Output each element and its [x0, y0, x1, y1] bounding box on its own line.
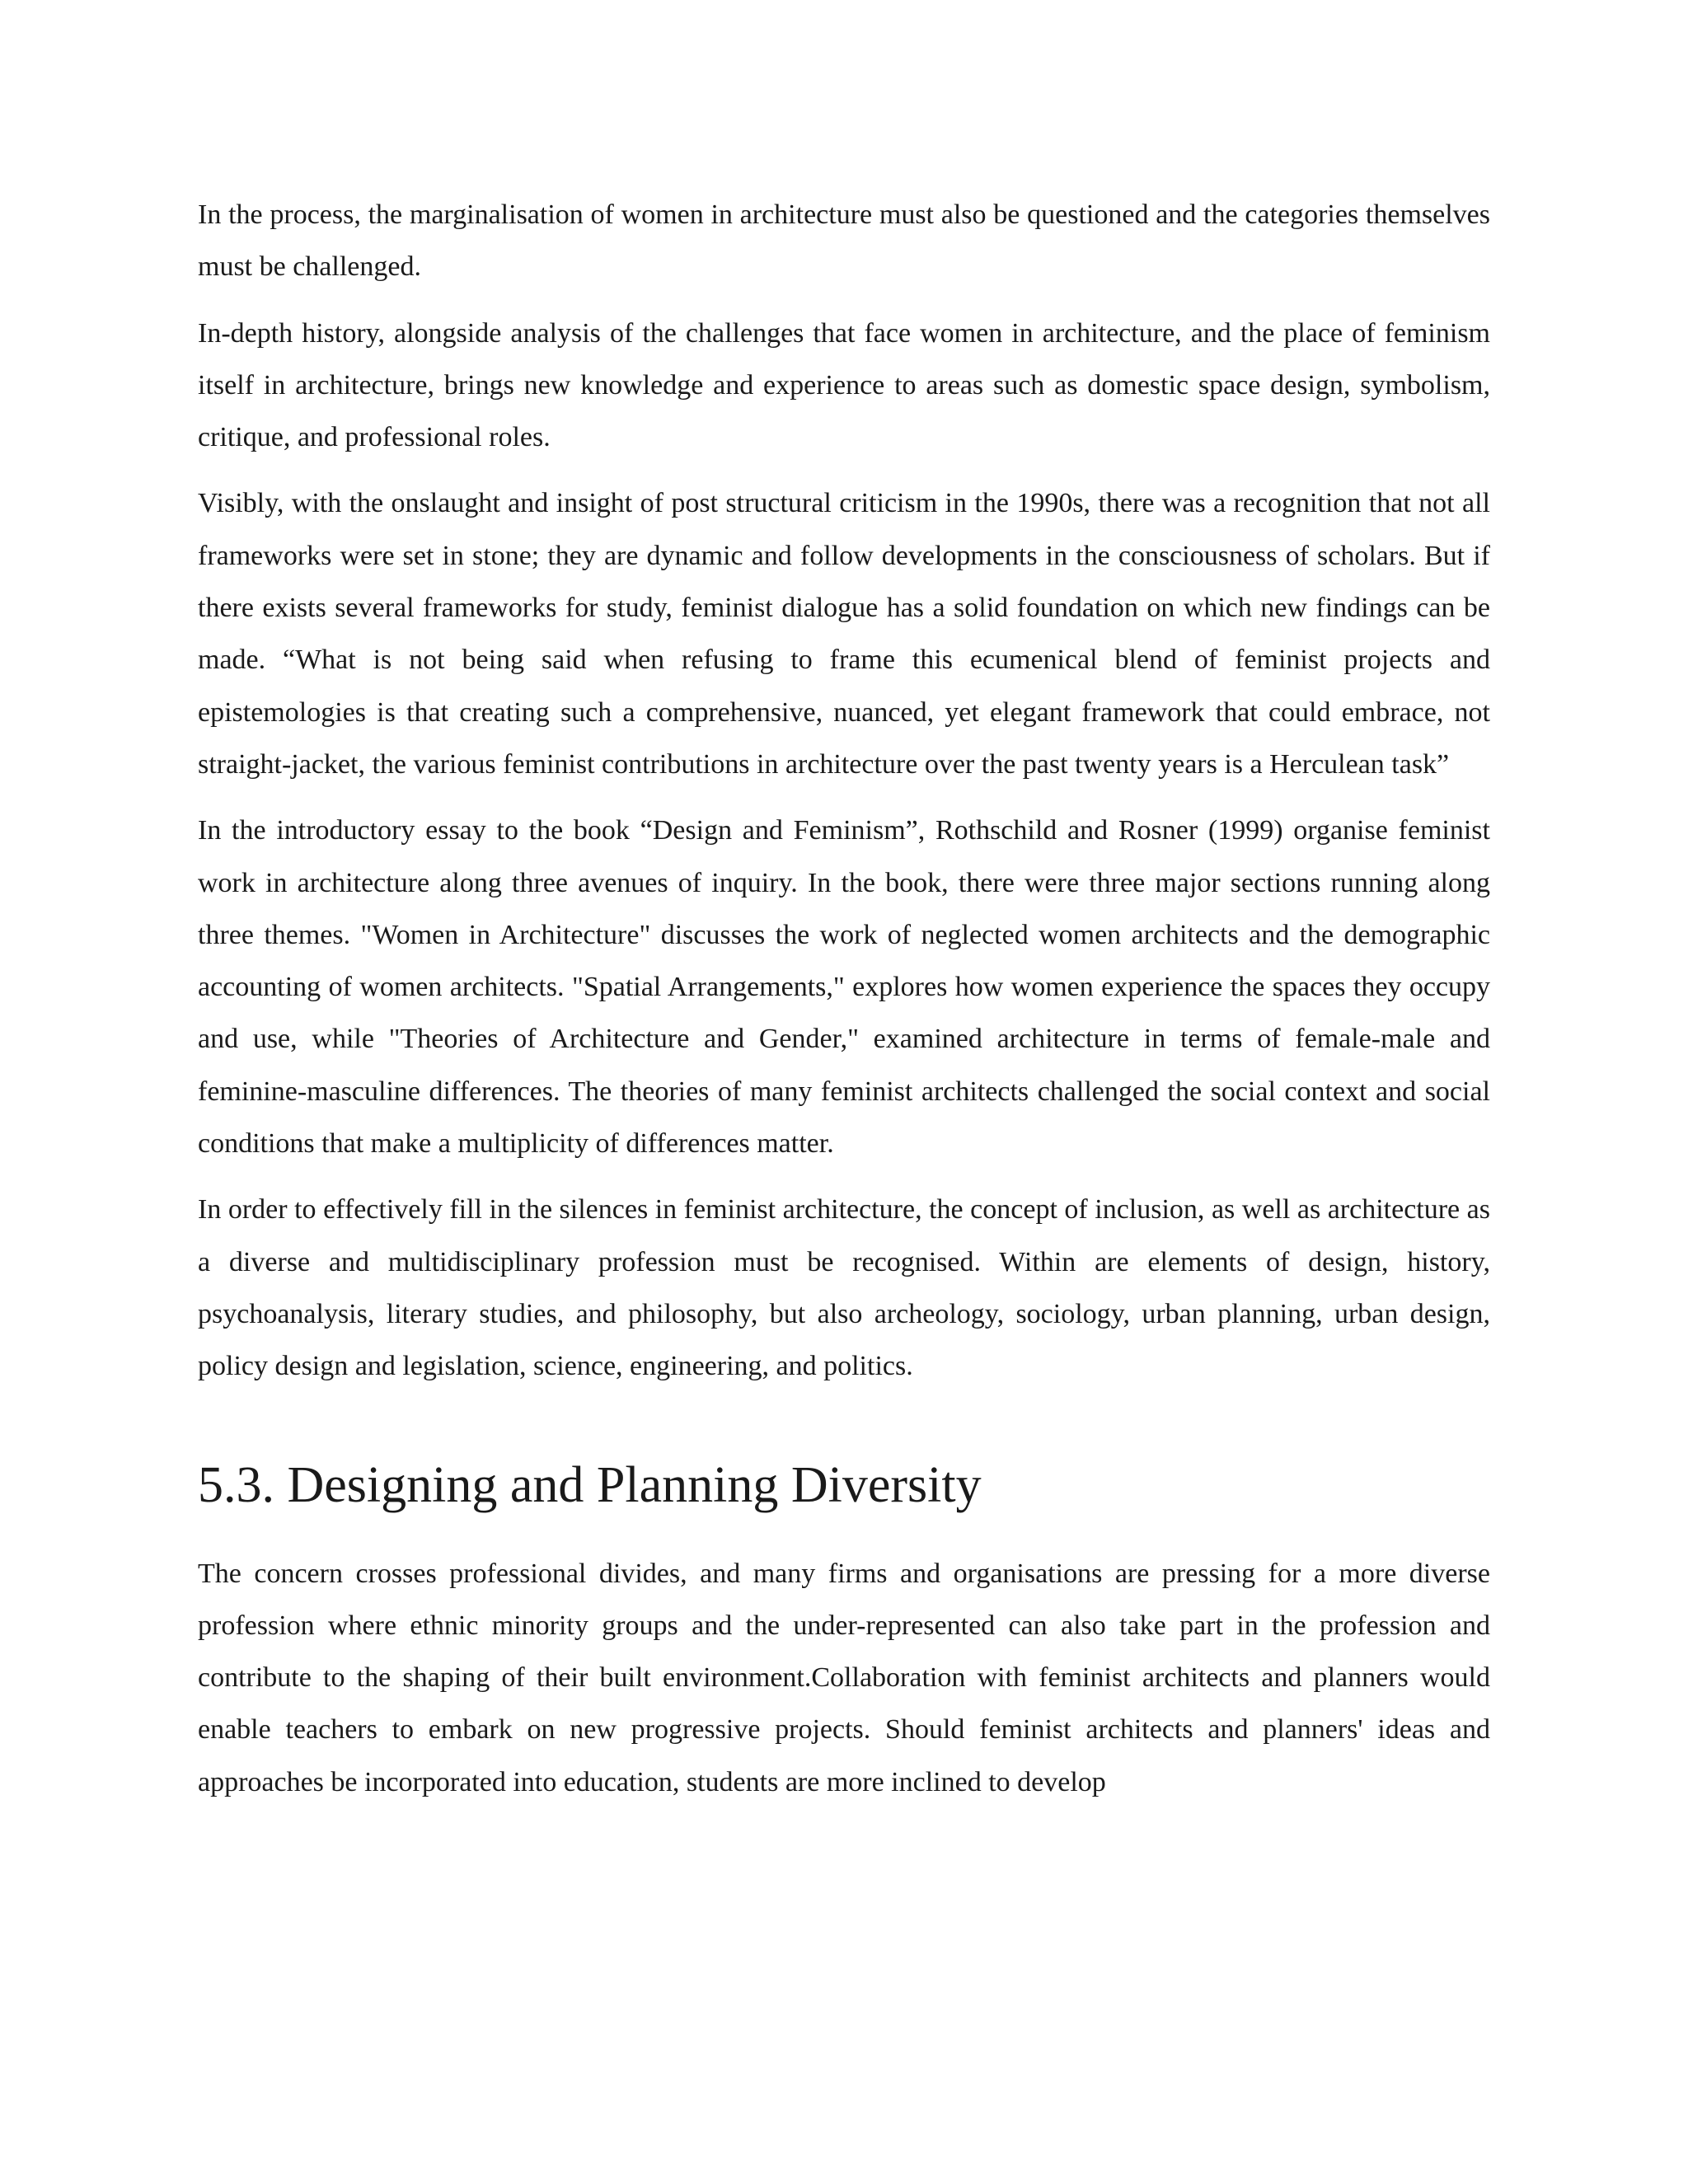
- paragraph-in-depth-history: In-depth history, alongside analysis of the challenges that face women in architecture, and the place of feminism itself in architecture, brings new knowledge and experience to areas such as domestic space design, symbolism, critique, and professional roles.: [198, 317, 1490, 453]
- paragraph-design-and-feminism: In the introductory essay to the book “Design and Feminism”, Rothschild and Rosner (1999) organise feminist work in architecture along three avenues of inquiry. In the book, there were three major sections running along three themes. "Women in Architecture" discusses the work of neglected women architects and the demographic accounting of women architects. "Spatial Arrangements," explores how women experience the spaces they occupy and use, while "Theories of Architecture and Gender," examined architecture in terms of female-male and feminine-masculine differences. The theories of many feminist architects challenged the social context and social conditions that make a multiplicity of differences matter.: [198, 815, 1490, 1160]
- section-heading: 5.3. Designing and Planning Diversity: [198, 1456, 982, 1513]
- paragraph-post-structural-criticism: Visibly, with the onslaught and insight of post structural criticism in the 1990s, there was a recognition that not all frameworks were set in stone; they are dynamic and follow developments in the consciousness of scholars. But if there exists several frameworks for study, feminist dialogue has a solid foundation on which new findings can be made. “What is not being said when refusing to frame this ecumenical blend of feminist projects and epistemologies is that creating such a comprehensive, nuanced, yet elegant framework that could embrace, not straight-jacket, the various feminist contributions in architecture over the past twenty years is a Herculean task”: [198, 488, 1490, 780]
- page-content: [198, 189, 1490, 1822]
- paragraph-inclusion: In order to effectively fill in the silences in feminist architecture, the concept of inclusion, as well as architecture as a diverse and multidisciplinary profession must be recognised. Within are elements of design, history, psychoanalysis, literary studies, and philosophy, but also archeology, sociology, urban planning, urban design, policy design and legislation, science, engineering, and politics.: [198, 1194, 1490, 1382]
- paragraph-marginalisation: In the process, the marginalisation of women in architecture must also be questioned and the categories themselves must be challenged.: [198, 199, 1490, 283]
- paragraph-professional-divides: The concern crosses professional divides, and many firms and organisations are pressing for a more diverse profession where ethnic minority groups and the under-represented can also take part in the profession and contribute to the shaping of their built environment.Collaboration with feminist architects and planners would enable teachers to embark on new progressive projects. Should feminist architects and planners' ideas and approaches be incorporated into education, students are more inclined to develop: [198, 1558, 1490, 1797]
